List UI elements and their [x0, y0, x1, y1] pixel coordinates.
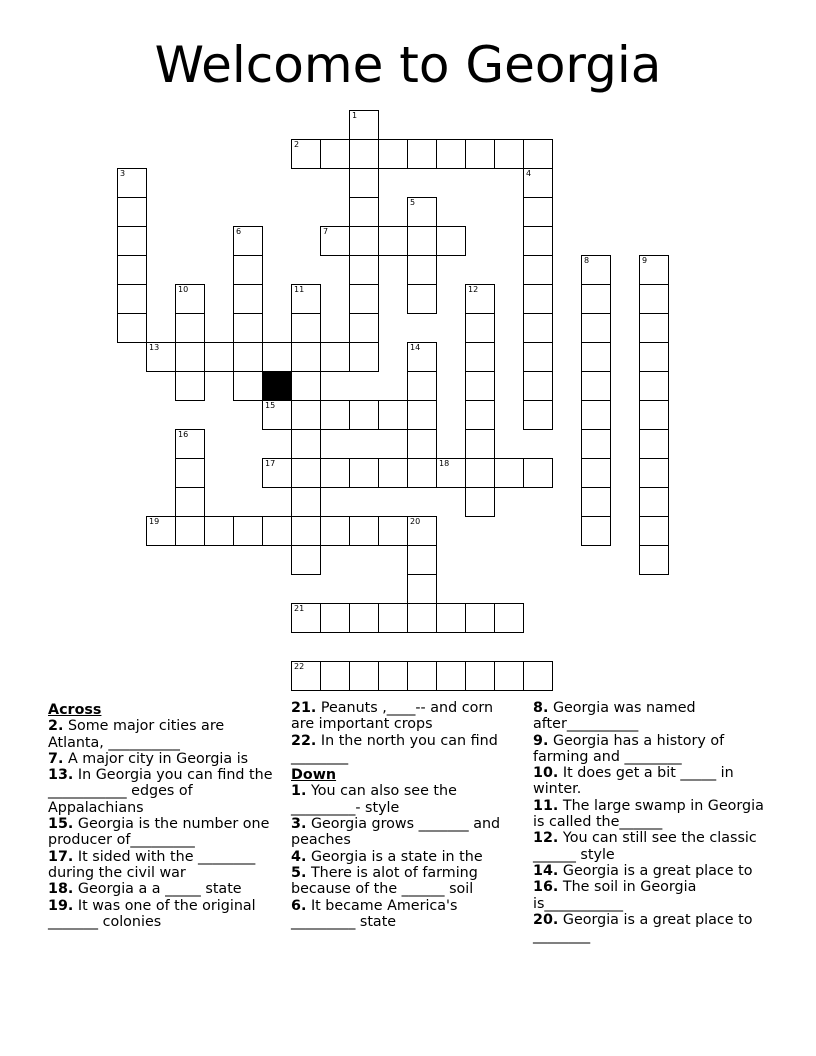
- grid-cell[interactable]: [320, 516, 350, 546]
- grid-cell[interactable]: [407, 139, 437, 169]
- grid-cell[interactable]: [291, 139, 321, 169]
- puzzle-title: Welcome to Georgia: [154, 36, 662, 94]
- clue-down-1: 1. You can also see the _________- style: [291, 783, 457, 816]
- clue-number: 14: [410, 343, 421, 352]
- grid-cell[interactable]: [581, 516, 611, 546]
- grid-cell[interactable]: [523, 197, 553, 227]
- clue-across-7: 7. A major city in Georgia is: [48, 750, 249, 767]
- clue-down-4: 4. Georgia is a state in the: [291, 848, 483, 865]
- grid-cell[interactable]: [494, 139, 524, 169]
- clues-column-1: [48, 700, 276, 930]
- clue-down-20: 20. Georgia is a great place to ________: [533, 911, 753, 945]
- grid-cell[interactable]: [378, 603, 408, 633]
- grid-cell[interactable]: [407, 255, 437, 285]
- grid-cell[interactable]: [639, 487, 669, 517]
- grid-cell[interactable]: [349, 342, 379, 372]
- clue-number: 10: [178, 285, 189, 294]
- grid-cell[interactable]: [407, 226, 437, 256]
- grid-cell[interactable]: [639, 429, 669, 459]
- grid-cell[interactable]: [465, 139, 495, 169]
- grid-cell[interactable]: [349, 168, 379, 198]
- grid-cell[interactable]: [291, 313, 321, 343]
- grid-cell[interactable]: [320, 342, 350, 372]
- clue-number: 13: [149, 343, 160, 352]
- grid-cell[interactable]: [349, 197, 379, 227]
- grid-cell[interactable]: [378, 226, 408, 256]
- grid-cell[interactable]: [494, 603, 524, 633]
- grid-cell[interactable]: [407, 516, 437, 546]
- grid-cell[interactable]: [523, 661, 553, 691]
- grid-cell[interactable]: [581, 284, 611, 314]
- grid-cell[interactable]: [639, 342, 669, 372]
- grid-cell[interactable]: [291, 603, 321, 633]
- clue-number: 5: [410, 198, 416, 207]
- clue-down-9: 9. Georgia has a history of farming and ________: [533, 732, 725, 765]
- grid-cell[interactable]: [146, 342, 176, 372]
- grid-cell[interactable]: [407, 429, 437, 459]
- grid-cell[interactable]: [523, 168, 553, 198]
- clue-across-19: 19. It was one of the original _______ colonies: [48, 897, 256, 930]
- clue-number: 12: [468, 285, 479, 294]
- clue-across-21: 21. Peanuts ,____-- and corn are important crops: [291, 700, 494, 733]
- clue-number: 7: [323, 227, 329, 236]
- grid-cell[interactable]: [639, 284, 669, 314]
- grid-cell[interactable]: [349, 516, 379, 546]
- clue-down-16: 16. The soil in Georgia is___________: [533, 879, 697, 912]
- grid-cell[interactable]: [349, 284, 379, 314]
- grid-cell[interactable]: [639, 545, 669, 575]
- grid-cell[interactable]: [262, 400, 292, 430]
- grid-cell[interactable]: [175, 342, 205, 372]
- down-heading: Down: [291, 767, 337, 784]
- grid-cell[interactable]: [465, 284, 495, 314]
- grid-cell[interactable]: [291, 545, 321, 575]
- grid-cell[interactable]: [639, 458, 669, 488]
- grid-cell[interactable]: [581, 429, 611, 459]
- grid-cell[interactable]: [320, 400, 350, 430]
- grid-cell[interactable]: [175, 284, 205, 314]
- grid-cell[interactable]: [204, 342, 234, 372]
- grid-cell[interactable]: [639, 516, 669, 546]
- grid-cell[interactable]: [581, 371, 611, 401]
- grid-cell[interactable]: [117, 226, 147, 256]
- grid-cell[interactable]: [407, 458, 437, 488]
- grid-cell[interactable]: [581, 342, 611, 372]
- grid-cell[interactable]: [291, 371, 321, 401]
- grid-cell[interactable]: [407, 400, 437, 430]
- grid-cell[interactable]: [523, 458, 553, 488]
- grid-cell[interactable]: [465, 371, 495, 401]
- grid-cell[interactable]: [291, 400, 321, 430]
- grid-cell[interactable]: [291, 661, 321, 691]
- grid-cell[interactable]: [407, 197, 437, 227]
- grid-cell[interactable]: [465, 342, 495, 372]
- grid-cell[interactable]: [175, 516, 205, 546]
- clue-number: 8: [584, 256, 590, 265]
- grid-block: [262, 371, 292, 401]
- grid-cell[interactable]: [175, 458, 205, 488]
- clue-number: 3: [120, 169, 126, 178]
- grid-cell[interactable]: [523, 371, 553, 401]
- clue-number: 2: [294, 140, 300, 149]
- clue-across-15: 15. Georgia is the number one producer of_________: [48, 816, 270, 849]
- grid-cell[interactable]: [639, 400, 669, 430]
- clue-down-10: 10. It does get a bit _____ in winter.: [533, 765, 734, 798]
- grid-cell[interactable]: [291, 458, 321, 488]
- across-heading: Across: [48, 702, 102, 718]
- grid-cell[interactable]: [378, 139, 408, 169]
- grid-cell[interactable]: [233, 284, 263, 314]
- grid-cell[interactable]: [465, 487, 495, 517]
- grid-cell[interactable]: [204, 516, 234, 546]
- clue-across-22: 22. In the north you can find ________: [291, 732, 498, 765]
- clue-number: 11: [294, 285, 305, 294]
- grid-cell[interactable]: [465, 400, 495, 430]
- clue-number: 18: [439, 459, 450, 468]
- grid-cell[interactable]: [320, 139, 350, 169]
- grid-cell[interactable]: [378, 516, 408, 546]
- grid-cell[interactable]: [233, 516, 263, 546]
- grid-cell[interactable]: [465, 313, 495, 343]
- grid-cell[interactable]: [233, 226, 263, 256]
- grid-cell[interactable]: [436, 139, 466, 169]
- grid-cell[interactable]: [407, 371, 437, 401]
- clue-down-3: 3. Georgia grows _______ and peaches: [291, 816, 501, 849]
- grid-cell[interactable]: [581, 255, 611, 285]
- grid-cell[interactable]: [262, 458, 292, 488]
- grid-cell[interactable]: [581, 458, 611, 488]
- clue-down-14: 14. Georgia is a great place to: [533, 862, 753, 879]
- grid-cell[interactable]: [117, 284, 147, 314]
- grid-cell[interactable]: [523, 255, 553, 285]
- grid-cell[interactable]: [320, 226, 350, 256]
- grid-cell[interactable]: [465, 661, 495, 691]
- grid-cell[interactable]: [349, 603, 379, 633]
- grid-cell[interactable]: [349, 458, 379, 488]
- grid-cell[interactable]: [581, 487, 611, 517]
- grid-cell[interactable]: [523, 342, 553, 372]
- grid-cell[interactable]: [233, 255, 263, 285]
- clue-number: 16: [178, 430, 189, 439]
- grid-cell[interactable]: [523, 400, 553, 430]
- grid-cell[interactable]: [581, 400, 611, 430]
- clue-down-11: 11. The large swamp in Georgia is called the______: [533, 797, 764, 831]
- grid-cell[interactable]: [291, 516, 321, 546]
- grid-cell[interactable]: [523, 226, 553, 256]
- grid-cell[interactable]: [407, 545, 437, 575]
- clue-across-18: 18. Georgia a a _____ state: [48, 881, 242, 898]
- grid-cell[interactable]: [349, 400, 379, 430]
- grid-cell[interactable]: [291, 429, 321, 459]
- clue-number: 17: [265, 459, 276, 468]
- clue-number: 22: [294, 662, 305, 671]
- grid-cell[interactable]: [436, 226, 466, 256]
- grid-cell[interactable]: [494, 458, 524, 488]
- grid-cell[interactable]: [175, 313, 205, 343]
- grid-cell[interactable]: [436, 661, 466, 691]
- grid-cell[interactable]: [349, 110, 379, 140]
- grid-cell[interactable]: [233, 313, 263, 343]
- grid-cell[interactable]: [117, 168, 147, 198]
- grid-cell[interactable]: [349, 661, 379, 691]
- grid-cell[interactable]: [523, 313, 553, 343]
- grid-cell[interactable]: [233, 342, 263, 372]
- grid-cell[interactable]: [378, 458, 408, 488]
- clue-across-13: 13. In Georgia you can find the ___________ edges of Appalachians: [48, 767, 273, 816]
- grid-cell[interactable]: [639, 313, 669, 343]
- clue-down-12: 12. You can still see the classic ______ style: [533, 830, 757, 863]
- clue-across-2: 2. Some major cities are Atlanta, __________: [48, 718, 225, 751]
- grid-cell[interactable]: [262, 342, 292, 372]
- grid-cell[interactable]: [639, 371, 669, 401]
- grid-cell[interactable]: [117, 197, 147, 227]
- grid-cell[interactable]: [349, 313, 379, 343]
- grid-cell[interactable]: [320, 458, 350, 488]
- clue-number: 4: [526, 169, 532, 178]
- clue-down-8: 8. Georgia was named after__________: [533, 700, 696, 733]
- grid-cell[interactable]: [262, 516, 292, 546]
- grid-cell[interactable]: [175, 371, 205, 401]
- grid-cell[interactable]: [175, 487, 205, 517]
- grid-cell[interactable]: [233, 371, 263, 401]
- grid-cell[interactable]: [494, 661, 524, 691]
- grid-cell[interactable]: [436, 603, 466, 633]
- grid-cell[interactable]: [639, 255, 669, 285]
- grid-cell[interactable]: [465, 429, 495, 459]
- grid-cell[interactable]: [465, 603, 495, 633]
- grid-cell[interactable]: [407, 574, 437, 604]
- clue-number: 21: [294, 604, 305, 613]
- grid-cell[interactable]: [465, 458, 495, 488]
- grid-cell[interactable]: [407, 661, 437, 691]
- clue-number: 20: [410, 517, 421, 526]
- clues-column-2: [291, 700, 516, 930]
- clue-down-5: 5. There is alot of farming because of the ______ soil: [291, 864, 478, 898]
- grid-cell[interactable]: [523, 139, 553, 169]
- grid-cell[interactable]: [349, 226, 379, 256]
- grid-cell[interactable]: [146, 516, 176, 546]
- grid-cell[interactable]: [291, 284, 321, 314]
- grid-cell[interactable]: [349, 139, 379, 169]
- grid-cell[interactable]: [407, 284, 437, 314]
- grid-cell[interactable]: [436, 458, 466, 488]
- grid-cell[interactable]: [117, 313, 147, 343]
- grid-cell[interactable]: [378, 400, 408, 430]
- grid-cell[interactable]: [117, 255, 147, 285]
- clue-number: 6: [236, 227, 242, 236]
- grid-cell[interactable]: [407, 603, 437, 633]
- clue-number: 19: [149, 517, 160, 526]
- grid-cell[interactable]: [320, 603, 350, 633]
- grid-cell[interactable]: [291, 342, 321, 372]
- grid-cell[interactable]: [291, 487, 321, 517]
- clue-number: 15: [265, 401, 276, 410]
- clue-down-6: 6. It became America's _________ state: [291, 897, 458, 930]
- clue-across-17: 17. It sided with the ________ during the civil war: [48, 848, 256, 881]
- grid-cell[interactable]: [349, 255, 379, 285]
- grid-cell[interactable]: [523, 284, 553, 314]
- grid-cell[interactable]: [407, 342, 437, 372]
- clue-number: 9: [642, 256, 648, 265]
- grid-cell[interactable]: [175, 429, 205, 459]
- grid-cell[interactable]: [320, 661, 350, 691]
- clue-number: 1: [352, 111, 358, 120]
- grid-cell[interactable]: [378, 661, 408, 691]
- grid-cell[interactable]: [581, 313, 611, 343]
- clues-column-3: [533, 700, 769, 944]
